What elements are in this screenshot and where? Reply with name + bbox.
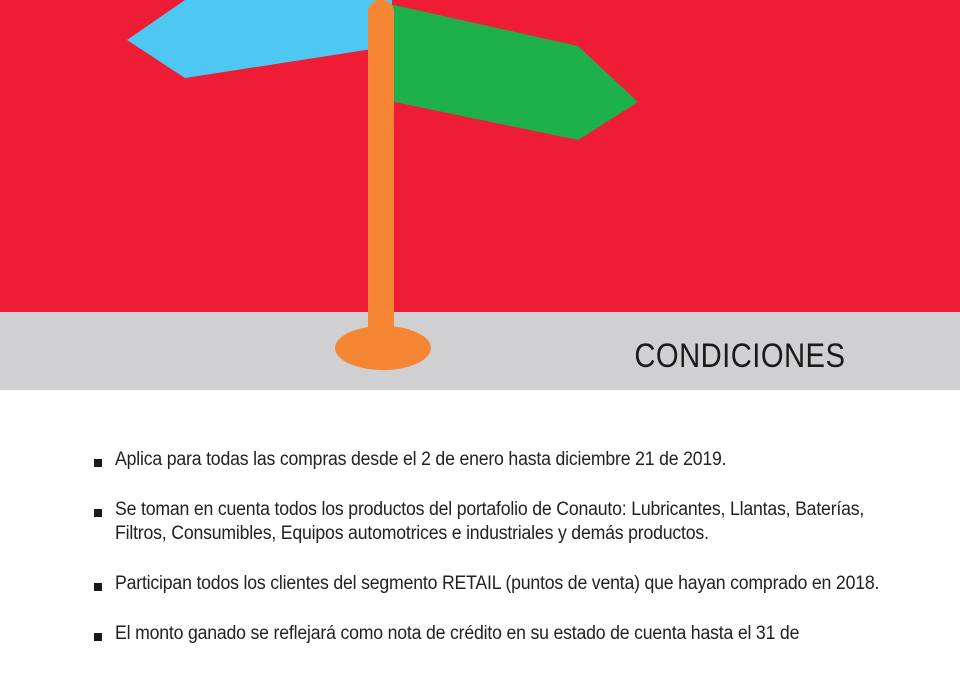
condition-text: Se toman en cuenta todos los productos del portafolio de Conauto: Lubricantes, Llantas, Baterías, Filtros, Consumibles, Equipos automotrices e industriales y demás productos. [115, 499, 865, 544]
condition-text: Participan todos los clientes del segmento RETAIL (puntos de venta) que hayan comprado en 2018. [115, 573, 880, 594]
condition-item [94, 572, 884, 596]
condition-item [94, 498, 884, 546]
right-arrow-sign [385, 3, 638, 140]
conditions-title: CONDICIONES [633, 337, 845, 375]
signpost-pole [368, 0, 394, 348]
condition-text: Aplica para todas las compras desde el 2 de enero hasta diciembre 21 de 2019. [115, 449, 727, 470]
conditions-list [94, 448, 884, 672]
square-bullet-icon [94, 633, 102, 641]
square-bullet-icon [94, 509, 102, 517]
square-bullet-icon [94, 459, 102, 467]
left-arrow-sign [127, 0, 392, 78]
condition-item [94, 448, 884, 472]
condition-item [94, 622, 884, 646]
condition-text: El monto ganado se reflejará como nota de crédito en su estado de cuenta hasta el 31 de [115, 623, 800, 644]
square-bullet-icon [94, 583, 102, 591]
